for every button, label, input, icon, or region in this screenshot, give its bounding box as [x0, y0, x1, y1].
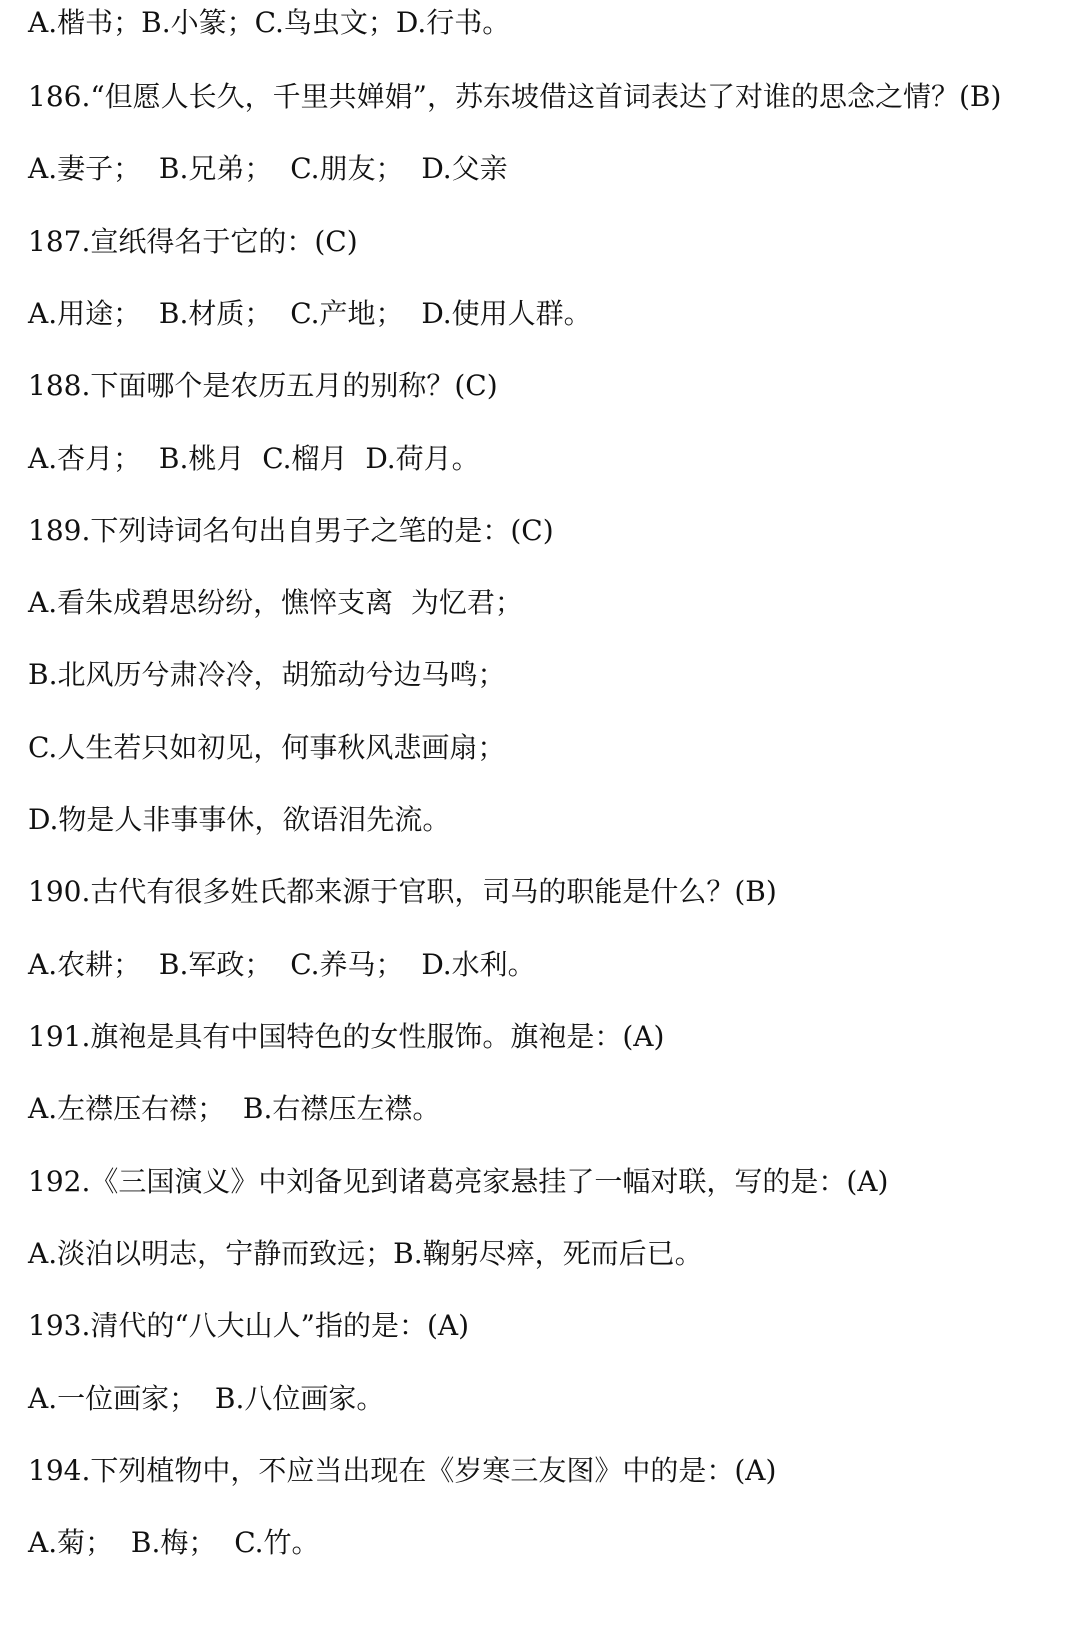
question-192: 192.《三国演义》中刘备见到诸葛亮家悬挂了一幅对联，写的是：(A) [28, 1165, 889, 1198]
question-190: 190.古代有很多姓氏都来源于官职，司马的职能是什么？(B) [28, 875, 777, 908]
options-line-192: A.淡泊以明志，宁静而致远；B.鞠躬尽瘁，死而后已。 [28, 1237, 703, 1270]
options-line-190: A.农耕； B.军政； C.养马； D.水利。 [28, 948, 536, 981]
options-line-186: A.妻子； B.兄弟； C.朋友； D.父亲 [28, 152, 508, 185]
question-187: 187.宣纸得名于它的：(C) [28, 225, 358, 258]
options-line-187: A.用途； B.材质； C.产地； D.使用人群。 [28, 297, 592, 330]
option-189-c: C.人生若只如初见，何事秋风悲画扇； [28, 731, 506, 764]
question-189: 189.下列诗词名句出自男子之笔的是：(C) [28, 514, 554, 547]
options-line-191: A.左襟压右襟； B.右襟压左襟。 [28, 1092, 441, 1125]
question-186: 186.“但愿人长久，千里共婵娟”，苏东坡借这首词表达了对谁的思念之情？(B) [28, 80, 1002, 113]
question-188: 188.下面哪个是农历五月的别称？(C) [28, 369, 498, 402]
options-line-185: A.楷书；B.小篆；C.鸟虫文；D.行书。 [28, 6, 511, 39]
option-189-b: B.北风历兮肃冷冷，胡笳动兮边马鸣； [28, 658, 506, 691]
question-193: 193.清代的“八大山人”指的是：(A) [28, 1309, 470, 1342]
option-189-d: D.物是人非事事休，欲语泪先流。 [28, 803, 451, 836]
question-191: 191.旗袍是具有中国特色的女性服饰。旗袍是：(A) [28, 1020, 665, 1053]
option-189-a: A.看朱成碧思纷纷，憔悴支离 为忆君； [28, 586, 523, 619]
options-line-193: A.一位画家； B.八位画家。 [28, 1382, 385, 1415]
question-194: 194.下列植物中，不应当出现在《岁寒三友图》中的是：(A) [28, 1454, 777, 1487]
options-line-188: A.杏月； B.桃月 C.榴月 D.荷月。 [28, 442, 480, 475]
options-line-194: A.菊； B.梅； C.竹。 [28, 1526, 320, 1559]
